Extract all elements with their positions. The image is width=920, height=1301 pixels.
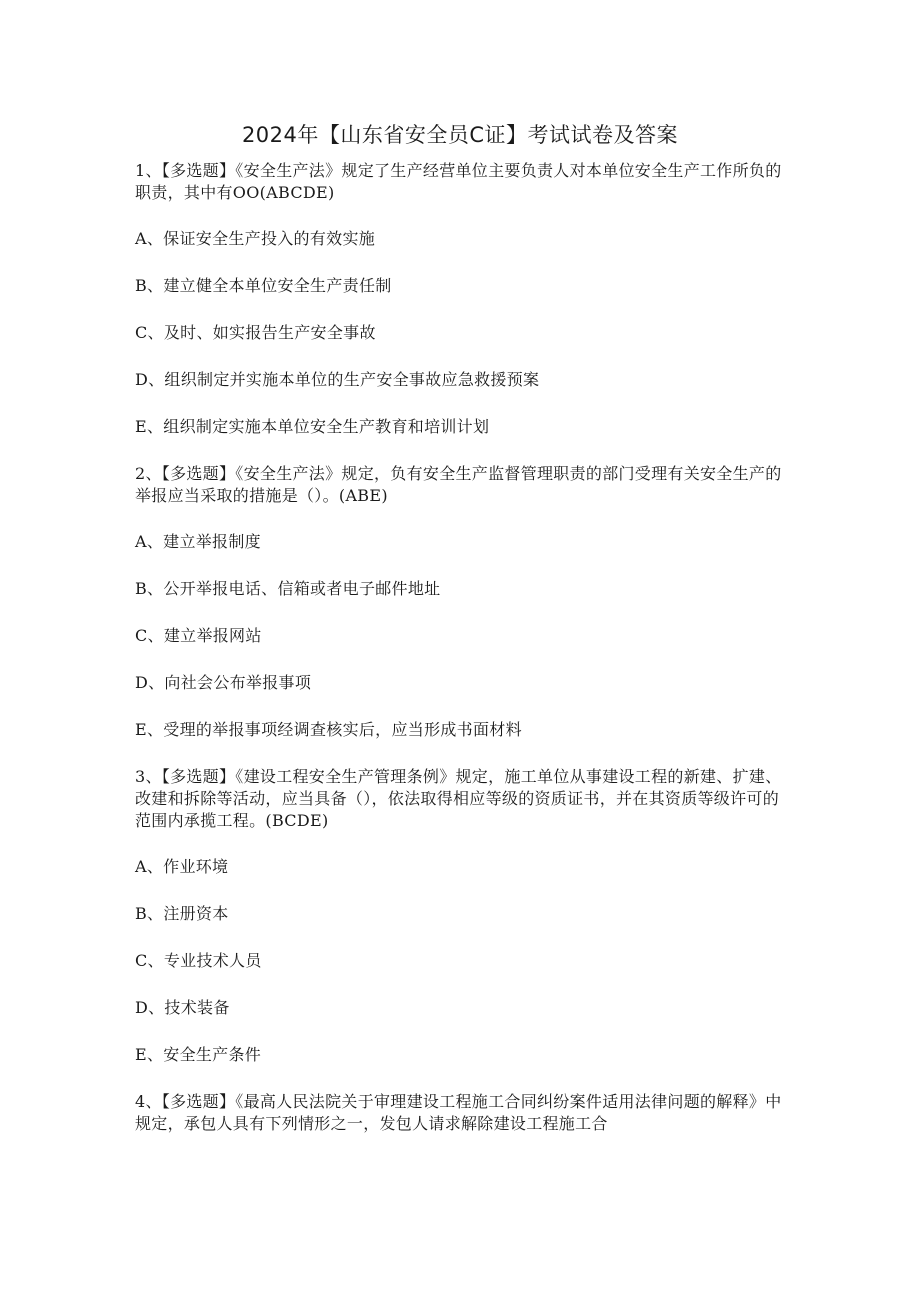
question-1-option-c: C、及时、如实报告生产安全事故 bbox=[135, 323, 376, 342]
question-text: 《最高人民法院关于审理建设工程施工合同纠纷案件适用法律问题的解释》中规定，承包人具有下列情形之一，发包人请求解除建设工程施工合 bbox=[135, 1092, 782, 1133]
question-1-option-d: D、组织制定并实施本单位的生产安全事故应急救援预案 bbox=[135, 370, 540, 389]
question-text: 《建设工程安全生产管理条例》规定，施工单位从事建设工程的新建、扩建、改建和拆除等活动，应当具备（），依法取得相应等级的资质证书，并在其资质等级许可的范围内承揽工程。 bbox=[135, 767, 782, 830]
question-3 bbox=[135, 766, 785, 832]
question-1 bbox=[135, 160, 785, 204]
question-type: 【多选题】 bbox=[161, 767, 236, 786]
question-2-option-e: E、受理的举报事项经调查核实后，应当形成书面材料 bbox=[135, 720, 522, 739]
question-type: 【多选题】 bbox=[161, 161, 236, 180]
question-number: 4、 bbox=[135, 1092, 162, 1111]
question-2-option-d: D、向社会公布举报事项 bbox=[135, 673, 312, 692]
question-3-option-d: D、技术装备 bbox=[135, 998, 230, 1017]
question-text: 《安全生产法》规定，负有安全生产监督管理职责的部门受理有关安全生产的举报应当采取的措施是（）。 bbox=[135, 464, 782, 505]
question-number: 3、 bbox=[135, 767, 162, 786]
question-type: 【多选题】 bbox=[161, 464, 236, 483]
question-3-option-b: B、注册资本 bbox=[135, 904, 229, 923]
question-2-option-b: B、公开举报电话、信箱或者电子邮件地址 bbox=[135, 579, 441, 598]
question-1-option-a: A、保证安全生产投入的有效实施 bbox=[135, 229, 376, 248]
question-list bbox=[135, 160, 785, 1159]
question-3-option-a: A、作业环境 bbox=[135, 857, 229, 876]
question-1-option-b: B、建立健全本单位安全生产责任制 bbox=[135, 276, 392, 295]
question-number: 2、 bbox=[135, 464, 162, 483]
question-1-option-e: E、组织制定实施本单位安全生产教育和培训计划 bbox=[135, 417, 490, 436]
question-number: 1、 bbox=[135, 161, 162, 180]
question-answer: (ABE) bbox=[338, 486, 388, 505]
question-4 bbox=[135, 1091, 785, 1135]
document-title: 2024年【山东省安全员C证】考试试卷及答案 bbox=[241, 123, 679, 147]
question-3-option-e: E、安全生产条件 bbox=[135, 1045, 262, 1064]
question-type: 【多选题】 bbox=[161, 1092, 236, 1111]
question-text: 《安全生产法》规定了生产经营单位主要负责人对本单位安全生产工作所负的职责，其中有OO bbox=[135, 161, 782, 202]
question-2-option-a: A、建立举报制度 bbox=[135, 532, 261, 551]
question-answer: (BCDE) bbox=[265, 811, 329, 830]
question-2 bbox=[135, 463, 785, 507]
question-2-option-c: C、建立举报网站 bbox=[135, 626, 262, 645]
question-3-option-c: C、专业技术人员 bbox=[135, 951, 262, 970]
question-answer: (ABCDE) bbox=[259, 183, 335, 202]
